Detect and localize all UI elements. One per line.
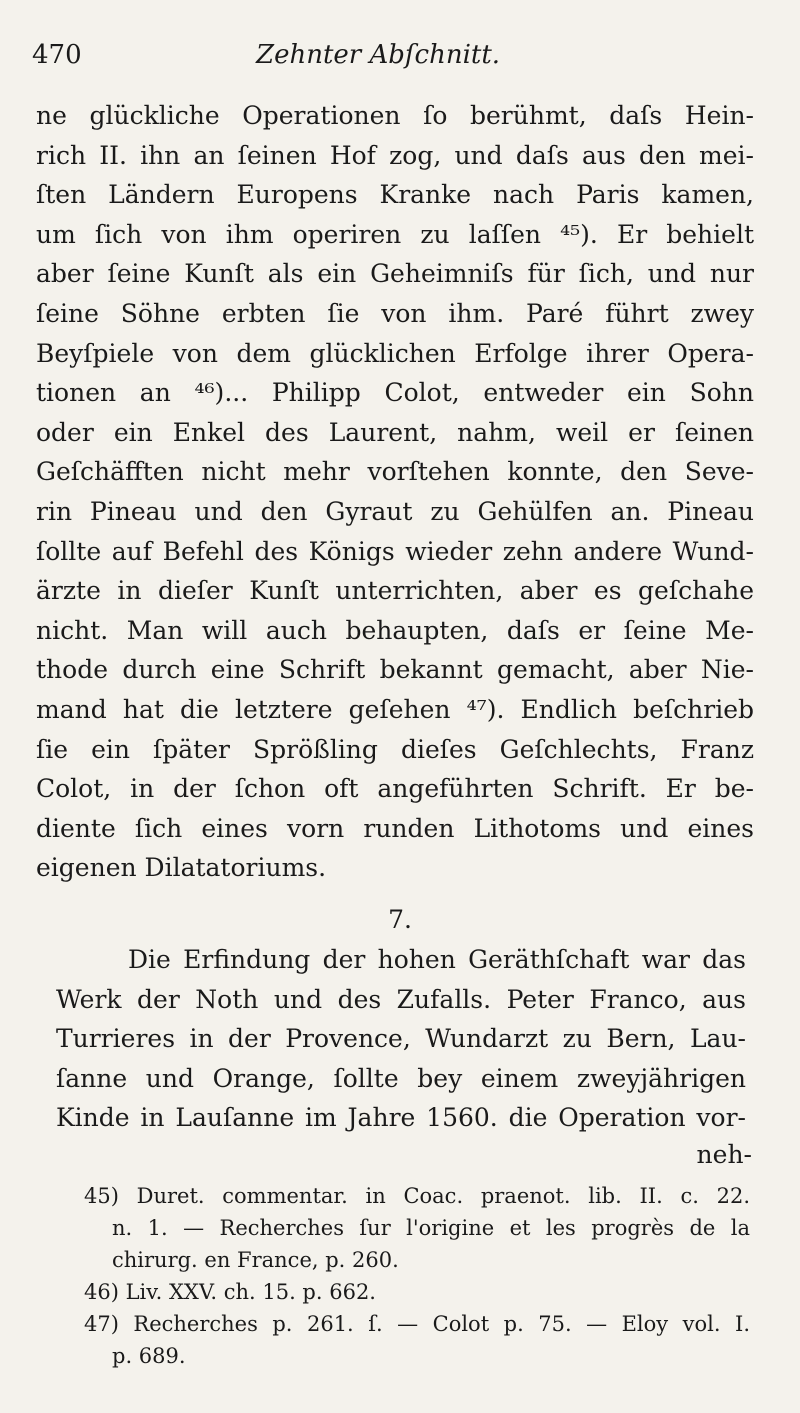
main-text <box>36 96 754 888</box>
text-line: nicht. Man will auch behaupten, daſs er ſeine Me- <box>36 615 754 645</box>
footnotes <box>84 1180 750 1372</box>
text-line: Turrieres in der Provence, Wundarzt zu Bern, Lau- <box>56 1024 746 1054</box>
text-line: um ſich von ihm operiren zu laſſen ⁴⁵). Er behielt <box>36 219 754 249</box>
footnote-line: 46) Liv. XXV. ch. 15. p. 662. <box>84 1280 376 1304</box>
text-line: tionen an ⁴⁶)... Philipp Colot, entweder ein Sohn <box>36 378 754 408</box>
text-line: Werk der Noth und des Zufalls. Peter Franco, aus <box>56 984 746 1014</box>
running-head: Zehnter Abſchnitt. <box>256 40 501 70</box>
text-line: ne glückliche Operationen ſo berühmt, daſs Hein- <box>36 101 754 130</box>
section-text <box>56 940 746 1138</box>
footnote-line: chirurg. en France, p. 260. <box>112 1248 399 1272</box>
text-line: Beyſpiele von dem glücklichen Erfolge ihrer Opera- <box>36 338 754 368</box>
section-number: 7. <box>388 905 412 934</box>
footnote-line: n. 1. — Recherches ſur l'origine et les progrès de la <box>112 1216 750 1240</box>
text-line: Die Erfindung der hohen Geräthſchaft war das <box>128 945 746 974</box>
text-line: ſanne und Orange, ſollte bey einem zweyjährigen <box>56 1063 746 1093</box>
text-line: rin Pineau und den Gyraut zu Gehülfen an. Pineau <box>36 496 754 526</box>
catchword: neh- <box>696 1140 752 1169</box>
text-line: mand hat die letztere geſehen ⁴⁷). Endlich beſchrieb <box>36 694 754 724</box>
footnote-line: 45) Duret. commentar. in Coac. praenot. lib. II. c. 22. <box>84 1184 750 1208</box>
text-line: thode durch eine Schrift bekannt gemacht, aber Nie- <box>36 655 754 685</box>
text-line: Geſchäfften nicht mehr vorſtehen konnte, den Seve- <box>36 457 754 487</box>
text-line: Kinde in Lauſanne im Jahre 1560. die Operation vor- <box>56 1103 746 1133</box>
page-number: 470 <box>32 40 82 70</box>
page-header <box>32 40 752 80</box>
text-line: ſeine Söhne erbten ſie von ihm. Paré führt zwey <box>36 298 754 328</box>
text-line: rich II. ihn an ſeinen Hof zog, und daſs aus den mei- <box>36 140 754 170</box>
text-line: aber ſeine Kunſt als ein Geheimniſs für ſich, und nur <box>36 259 754 289</box>
text-line: ſie ein ſpäter Sprößling dieſes Geſchlechts, Franz <box>36 734 754 764</box>
footnote-line: 47) Recherches p. 261. ſ. — Colot p. 75. — Eloy vol. I. <box>84 1312 750 1336</box>
text-line: ſten Ländern Europens Kranke nach Paris kamen, <box>36 180 754 210</box>
text-line: oder ein Enkel des Laurent, nahm, weil er ſeinen <box>36 417 754 447</box>
text-line: eigenen Dilatatoriums. <box>36 853 327 883</box>
text-line: Colot, in der ſchon oft angeführten Schrift. Er be- <box>36 774 754 804</box>
text-line: diente ſich eines vorn runden Lithotoms und eines <box>36 813 754 843</box>
footnote-line: p. 689. <box>112 1344 186 1368</box>
text-line: ſollte auf Befehl des Königs wieder zehn andere Wund- <box>36 536 754 566</box>
text-line: ärzte in dieſer Kunſt unterrichten, aber es geſchahe <box>36 576 754 606</box>
